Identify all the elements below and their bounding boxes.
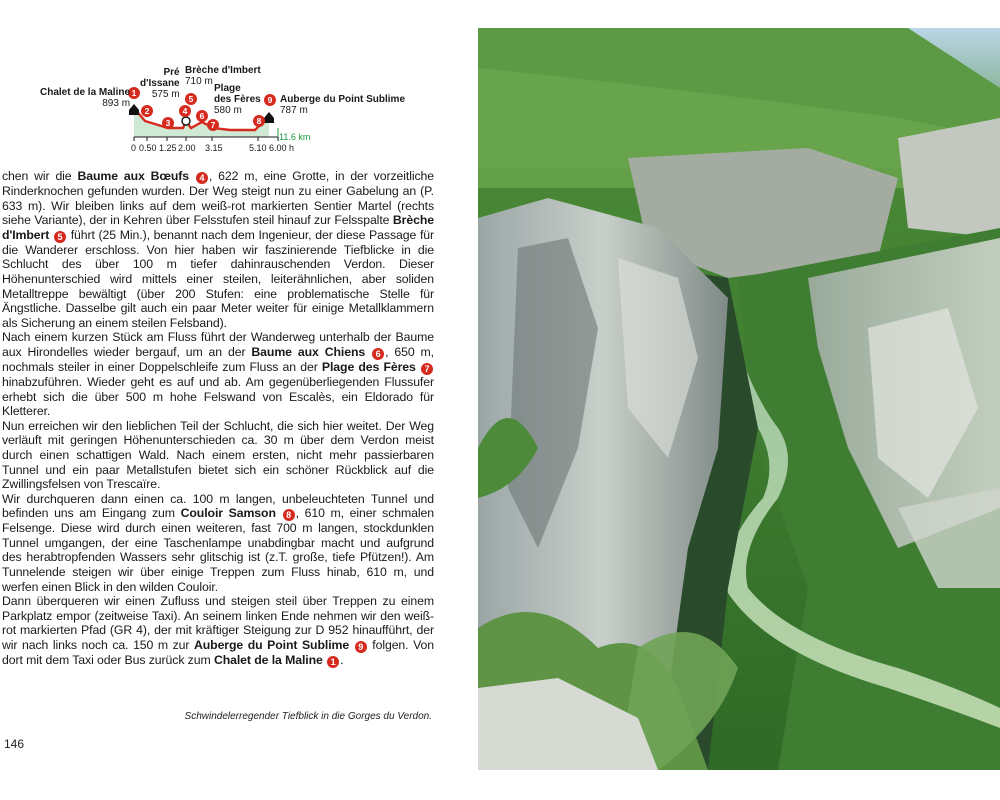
left-page [0, 0, 470, 800]
paragraph-5: Dann überqueren wir einen Zufluss und steigen steil über Treppen zu einem Parkplatz empor (zeitweise Taxi). An seinem linken Ende nehmen wir den weiß-rot markierten Pfad (GR 4), der mit kräftiger Steigung zur D 952 hinaufführt, der wir nach links noch ca. 150 m zur Auberge du Point Sublime 9 folgen. Von dort mit dem Taxi oder Bus zurück zum Chalet de la Maline 1 . [2, 594, 434, 668]
paragraph-4: Wir durchqueren dann einen ca. 100 m langen, unbeleuchteten Tunnel und befinden uns am Eingang zum Couloir Samson 8 , 610 m, einer schmalen Felsenge. Diese wird durch einen weiteren, fast 700 m langen, stockdunklen Tunnel umgangen, der eine Taschenlampe unabdingbar macht und aufgrund des herabtropfenden Wassers sehr glitschig ist (z.T. große, tiefe Pfützen!). Am Tunnelende steigen wir über einige Treppen zum Fluss hinab, 610 m, und werfen einen Blick in den wilden Couloir. [2, 491, 435, 594]
label-plage-elev: 580 m [214, 105, 242, 116]
breche-marker-icon [182, 117, 190, 125]
label-issane-elev: 575 m [151, 89, 180, 100]
waypoint-badge: 5 [54, 231, 66, 243]
label-plage [214, 83, 261, 116]
station-marker-9-num: 9 [267, 95, 273, 105]
label-breche-elev: 710 m [185, 76, 213, 87]
waypoint-badge: 4 [196, 172, 208, 184]
time-tick: 1.25 [159, 143, 177, 153]
waypoint-badge: 7 [421, 363, 433, 375]
photo-caption: Schwindelerregender Tiefblick in die Gorges du Verdon. [184, 711, 432, 722]
time-tick: 0 [131, 143, 137, 153]
paragraph-3: Nun erreichen wir den lieblichen Teil der Schlucht, die sich hier weitet. Der Weg verläuft mit geringen Höhenunterschieden ca. 30 m über dem Verdon meist durch einen schattigen Wald. Nach einem ersten, nicht mehr passierbaren Tunnel und ein paar Metallstufen bietet sich ein schöner Rückblick auf die Zwillingsfelsen von Trescaïre. [2, 418, 434, 492]
label-auberge-name: Auberge du Point Sublime [280, 94, 406, 105]
gorge-photo-graphic [478, 28, 1000, 770]
station-marker-2-num: 2 [144, 106, 150, 116]
time-tick: 3.15 [205, 143, 223, 153]
label-pre: Pré [163, 67, 180, 78]
paragraph-1: chen wir die Baume aux Bœufs 4 , 622 m, eine Grotte, in der vorzeitliche Rinderknochen gefunden wurden. Der Weg steigt nun zu einer Gabelung an (P. 633 m). Wir bleiben links auf dem weiß-rot markierten Sentier Martel (rechts siehe Variante), der in Kehren über Felsstufen steil hinauf zur Felsspalte Brèche d'Imbert 5 führt (25 Min.), benannt nach dem Ingenieur, der diese Passage für die Wanderer erschloss. Von hier haben wir faszinierende Tiefblicke in die Schlucht des über 100 m tiefer dahinrauschenden Verdon. Dieser Höhenunterschied wird mittels einer steilen, leiterähnlichen, aber soliden Metalltreppe bewältigt (über 200 Stufen: eine problematische Stelle für Ängstliche. Dasselbe gilt auch ein paar Meter weiter für einige Metallklammern als Sicherung an einem steilen Felsband). [2, 169, 434, 330]
label-breche-name: Brèche d'Imbert [185, 65, 261, 76]
time-tick: 6.00 h [269, 143, 295, 153]
waypoint-badge: 9 [355, 641, 367, 653]
elevation-profile [0, 58, 470, 158]
label-issane: d'Issane [140, 78, 180, 89]
end-house-icon [264, 112, 274, 123]
distance-label: 11.6 km [279, 132, 311, 142]
label-auberge-elev: 787 m [280, 105, 308, 116]
station-marker-4-num: 4 [182, 106, 188, 116]
gorge-photo [478, 28, 1000, 770]
page-number: 146 [4, 737, 25, 751]
label-chalet [40, 87, 130, 109]
station-marker-5-num: 5 [188, 94, 194, 104]
station-marker-1-num: 1 [131, 88, 137, 98]
waypoint-badge: 8 [283, 509, 295, 521]
time-tick: 2.00 [178, 143, 196, 153]
waypoint-badge: 1 [327, 656, 339, 668]
label-pre-issane [140, 67, 180, 100]
label-chalet-name: Chalet de la Maline [40, 87, 131, 98]
body-text [2, 169, 434, 668]
label-feres: des Fères [214, 94, 261, 105]
waypoint-badge: 6 [372, 348, 384, 360]
label-auberge [280, 94, 405, 116]
label-plage: Plage [214, 83, 241, 94]
station-marker-8-num: 8 [256, 116, 262, 126]
label-chalet-elev: 893 m [102, 98, 131, 109]
time-tick: 0.50 [139, 143, 157, 153]
station-marker-7-num: 7 [210, 120, 216, 130]
time-tick: 5.10 [249, 143, 267, 153]
station-marker-3-num: 3 [165, 118, 171, 128]
paragraph-2: Nach einem kurzen Stück am Fluss führt der Wanderweg unterhalb der Baume aux Hirondelles wieder bergauf, um an der Baume aux Chiens 6 , 650 m, nochmals steiler in einer Doppelschleife zum Fluss an der Plage des Fères 7 hinabzuführen. Wieder geht es auf und ab. Am gegenüberliegenden Flussufer erhebt sich die über 500 m hohe Felswand von Escalès, ein Eldorado für Kletterer. [2, 330, 434, 419]
station-marker-6-num: 6 [199, 111, 205, 121]
start-house-icon [129, 104, 139, 115]
